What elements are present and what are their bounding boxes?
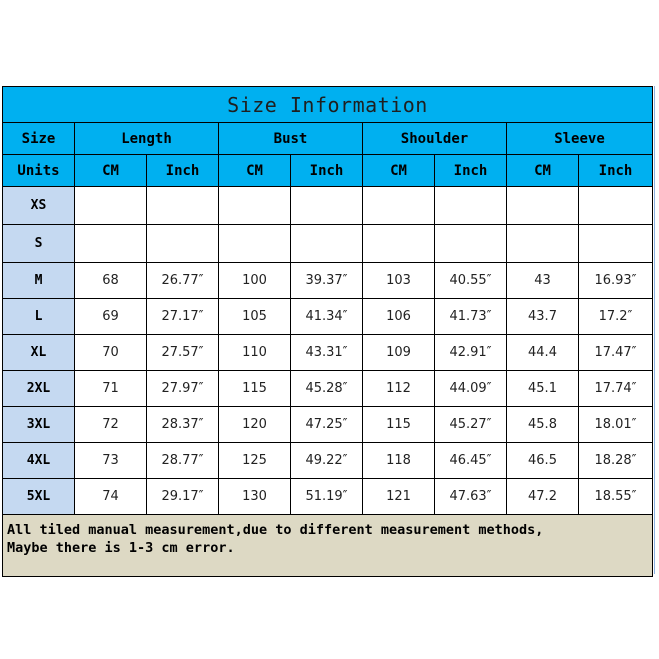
table-cell: 45.28″ <box>291 371 363 407</box>
table-row <box>3 263 653 299</box>
table-cell <box>507 225 579 263</box>
table-cell: 29.17″ <box>147 479 219 515</box>
table-row <box>3 443 653 479</box>
table-cell: 18.01″ <box>579 407 653 443</box>
table-cell: 17.2″ <box>579 299 653 335</box>
size-label: M <box>3 263 75 299</box>
table-cell <box>219 225 291 263</box>
table-cell <box>75 225 147 263</box>
table-row <box>3 187 653 225</box>
table-cell: 125 <box>219 443 291 479</box>
table-cell: 70 <box>75 335 147 371</box>
table-cell: 27.17″ <box>147 299 219 335</box>
table-cell: 41.73″ <box>435 299 507 335</box>
table-cell: 106 <box>363 299 435 335</box>
table-cell: 47.63″ <box>435 479 507 515</box>
table-cell: 45.27″ <box>435 407 507 443</box>
table-cell: 121 <box>363 479 435 515</box>
size-label: L <box>3 299 75 335</box>
table-cell: 103 <box>363 263 435 299</box>
table-cell: 42.91″ <box>435 335 507 371</box>
header-size: Size <box>3 123 75 155</box>
table-cell: 46.45″ <box>435 443 507 479</box>
note-line-1: All tiled manual measurement,due to different measurement methods, <box>7 522 544 538</box>
table-cell: 71 <box>75 371 147 407</box>
table-cell: 44.4 <box>507 335 579 371</box>
measurement-note <box>3 515 653 577</box>
table-cell <box>435 225 507 263</box>
size-table <box>2 86 653 577</box>
table-cell: 40.55″ <box>435 263 507 299</box>
size-label: 5XL <box>3 479 75 515</box>
table-cell <box>579 225 653 263</box>
table-cell: 115 <box>219 371 291 407</box>
table-cell: 27.97″ <box>147 371 219 407</box>
table-cell: 68 <box>75 263 147 299</box>
table-cell: 28.37″ <box>147 407 219 443</box>
table-cell: 41.34″ <box>291 299 363 335</box>
unit-label: CM <box>507 155 579 187</box>
table-cell: 109 <box>363 335 435 371</box>
table-cell: 17.47″ <box>579 335 653 371</box>
size-label: XL <box>3 335 75 371</box>
sheet-edge-line <box>654 86 655 574</box>
table-cell: 118 <box>363 443 435 479</box>
table-row <box>3 299 653 335</box>
table-row <box>3 407 653 443</box>
table-cell <box>219 187 291 225</box>
table-cell: 105 <box>219 299 291 335</box>
table-cell: 51.19″ <box>291 479 363 515</box>
unit-label: Inch <box>147 155 219 187</box>
table-cell <box>75 187 147 225</box>
table-cell: 44.09″ <box>435 371 507 407</box>
size-chart <box>2 86 654 574</box>
table-cell: 47.25″ <box>291 407 363 443</box>
table-cell <box>291 187 363 225</box>
table-cell: 18.28″ <box>579 443 653 479</box>
table-cell <box>579 187 653 225</box>
table-cell: 17.74″ <box>579 371 653 407</box>
table-cell <box>507 187 579 225</box>
unit-label: CM <box>219 155 291 187</box>
size-label: 2XL <box>3 371 75 407</box>
table-cell: 130 <box>219 479 291 515</box>
table-cell <box>363 225 435 263</box>
table-row <box>3 371 653 407</box>
unit-label: Inch <box>579 155 653 187</box>
table-cell: 16.93″ <box>579 263 653 299</box>
table-cell: 100 <box>219 263 291 299</box>
table-cell <box>363 187 435 225</box>
size-label: 3XL <box>3 407 75 443</box>
table-cell <box>147 225 219 263</box>
table-row <box>3 335 653 371</box>
size-label: S <box>3 225 75 263</box>
table-cell: 120 <box>219 407 291 443</box>
unit-label: Inch <box>435 155 507 187</box>
table-cell: 27.57″ <box>147 335 219 371</box>
table-cell <box>435 187 507 225</box>
header-length: Length <box>75 123 219 155</box>
table-cell: 74 <box>75 479 147 515</box>
table-cell: 47.2 <box>507 479 579 515</box>
unit-label: CM <box>75 155 147 187</box>
table-cell: 46.5 <box>507 443 579 479</box>
table-cell: 49.22″ <box>291 443 363 479</box>
table-row <box>3 479 653 515</box>
table-title: Size Information <box>3 87 653 123</box>
table-cell: 45.1 <box>507 371 579 407</box>
table-cell: 39.37″ <box>291 263 363 299</box>
size-label: 4XL <box>3 443 75 479</box>
unit-label: CM <box>363 155 435 187</box>
table-cell: 43.31″ <box>291 335 363 371</box>
unit-label: Inch <box>291 155 363 187</box>
size-label: XS <box>3 187 75 225</box>
table-row <box>3 225 653 263</box>
table-cell: 110 <box>219 335 291 371</box>
table-cell: 26.77″ <box>147 263 219 299</box>
table-cell: 73 <box>75 443 147 479</box>
table-cell: 45.8 <box>507 407 579 443</box>
header-units: Units <box>3 155 75 187</box>
header-bust: Bust <box>219 123 363 155</box>
note-line-2: Maybe there is 1-3 cm error. <box>7 540 235 556</box>
table-cell: 115 <box>363 407 435 443</box>
table-cell: 43.7 <box>507 299 579 335</box>
table-cell <box>291 225 363 263</box>
table-cell: 18.55″ <box>579 479 653 515</box>
header-sleeve: Sleeve <box>507 123 653 155</box>
header-shoulder: Shoulder <box>363 123 507 155</box>
table-cell: 112 <box>363 371 435 407</box>
table-cell: 28.77″ <box>147 443 219 479</box>
table-cell: 43 <box>507 263 579 299</box>
table-cell: 69 <box>75 299 147 335</box>
table-cell <box>147 187 219 225</box>
table-cell: 72 <box>75 407 147 443</box>
